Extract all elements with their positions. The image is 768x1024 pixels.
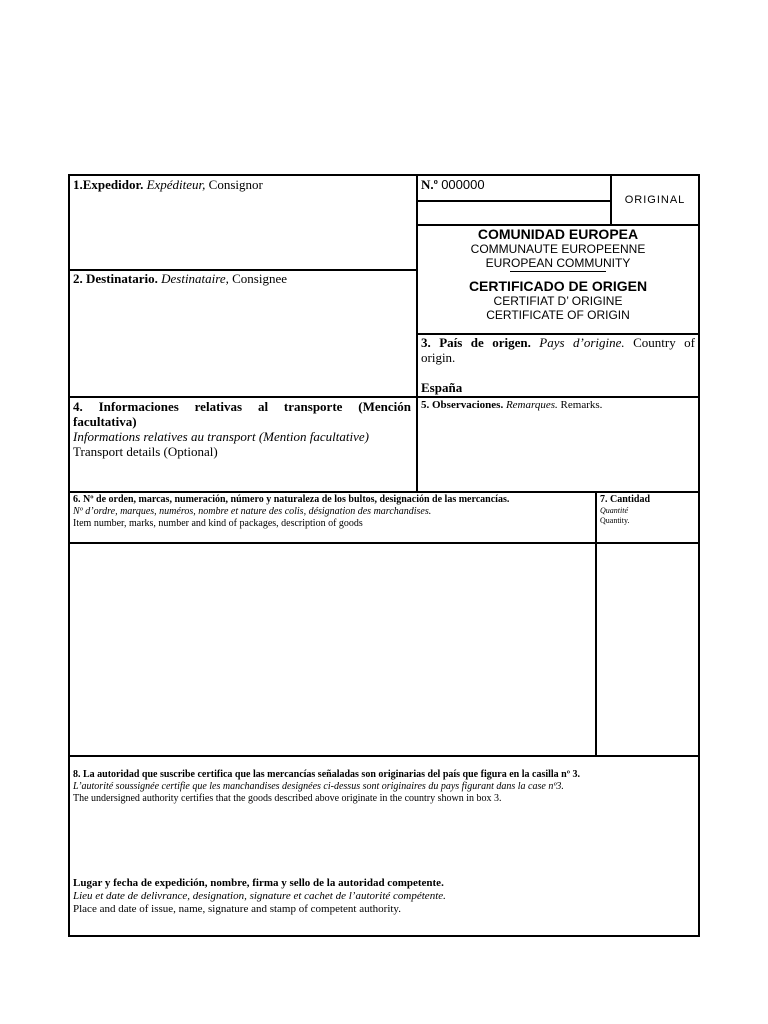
box-place-date: [73, 877, 697, 916]
divider-box8: [70, 755, 698, 757]
box1-en: Consignor: [208, 177, 263, 192]
box7-title: 7. Cantidad: [600, 494, 651, 505]
community-es: COMUNIDAD EUROPEA: [477, 226, 639, 242]
place-title: Lugar y fecha de expedición, nombre, firma y sello de la autoridad competente.: [73, 877, 444, 889]
place-en: Place and date of issue, name, signature and stamp of competent authority.: [73, 903, 401, 915]
box-transport: [73, 399, 411, 459]
header-titles: [418, 227, 698, 322]
box-consignor-label: [73, 177, 413, 192]
goods-entry-area[interactable]: [70, 544, 595, 755]
box-country-of-origin: [421, 335, 695, 395]
box2-fr: Destinataire,: [161, 271, 229, 286]
box3-fr: Pays d’origine.: [539, 335, 625, 350]
community-fr: COMMUNAUTE EUROPEENNE: [470, 242, 646, 256]
box-goods-description: [73, 494, 593, 530]
box3-en-line2: origin.: [421, 350, 456, 365]
certificate-number: [421, 177, 606, 192]
box2-en: Consignee: [232, 271, 288, 286]
certificate-fr: CERTIFIAT D’ ORIGINE: [493, 294, 623, 308]
number-label: N.º: [421, 177, 438, 192]
certificate-en: CERTIFICATE OF ORIGIN: [486, 308, 630, 322]
header-separator: [510, 271, 606, 272]
box3-title: 3. País de origen.: [421, 335, 531, 350]
box-consignee-label: [73, 271, 413, 286]
box3-en-line1: Country of: [633, 335, 695, 350]
box4-title-line1: 4. Informaciones relativas al transporte (Mención: [73, 399, 411, 414]
box4-fr: Informations relatives au transport (Mention facultative): [73, 429, 369, 444]
box4-en: Transport details (Optional): [73, 444, 218, 459]
box6-fr: Nº d’ordre, marques, numéros, nombre et nature des colis, désignation des marchandises.: [73, 506, 432, 517]
box6-title: 6. Nº de orden, marcas, numeración, número y naturaleza de los bultos, designación de las mercancías.: [73, 494, 510, 505]
box5-title: 5. Observaciones.: [421, 399, 504, 411]
number-value: 000000: [441, 177, 485, 192]
quantity-entry-area[interactable]: [597, 544, 698, 755]
box8-en: The undersigned authority certifies that the goods described above originate in the country shown in box 3.: [73, 793, 502, 804]
box4-title-line2: facultativa): [73, 414, 137, 429]
divider-number: [416, 200, 610, 202]
box2-title: 2. Destinatario.: [73, 271, 158, 286]
box8-title: 8. La autoridad que suscribe certifica que las mercancías señaladas son originarias del país que figura en la casilla nº 3.: [73, 769, 581, 780]
box-remarks: [421, 399, 695, 412]
certificate-form: [68, 174, 700, 937]
box8-fr: L’autorité soussignée certifie que les manchandises designées ci-dessus sont originaires du pays figurant dans la case nº3.: [73, 781, 564, 792]
box-certification: [73, 769, 697, 805]
box3-value: España: [421, 380, 463, 395]
box6-en: Item number, marks, number and kind of packages, description of goods: [73, 518, 363, 529]
box-quantity: [600, 494, 696, 526]
divider-box6: [70, 491, 698, 493]
certificate-es: CERTIFICADO DE ORIGEN: [468, 278, 648, 294]
box1-fr: Expéditeur,: [146, 177, 206, 192]
box3-line1: [421, 335, 695, 350]
box1-title: 1.Expedidor.: [73, 177, 144, 192]
box7-fr: Quantité: [600, 506, 628, 515]
box5-fr: Remarques.: [505, 399, 558, 411]
divider-box4: [70, 396, 698, 398]
box5-en: Remarks.: [560, 399, 603, 411]
original-label: ORIGINAL: [624, 194, 686, 206]
community-en: EUROPEAN COMMUNITY: [485, 256, 631, 270]
place-fr: Lieu et date de delivrance, designation, signature et cachet de l’autorité compétente.: [73, 890, 446, 902]
box7-en: Quantity.: [600, 516, 630, 525]
